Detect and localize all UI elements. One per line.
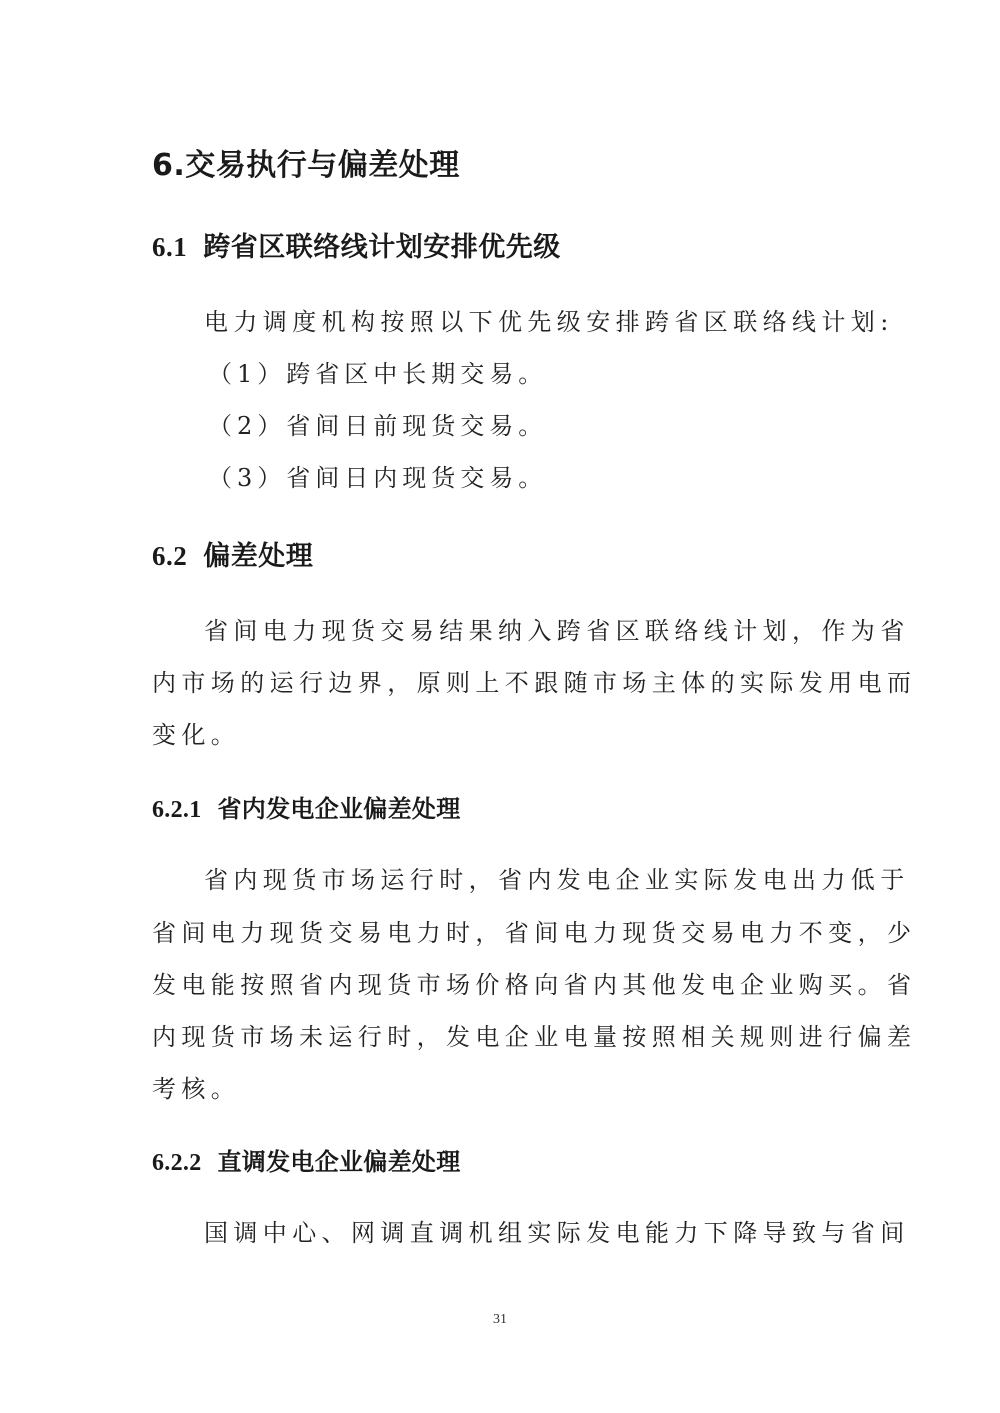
section-6-2-heading (152, 534, 313, 573)
section-6-2-1-line-5: 考核。 (152, 1075, 241, 1103)
section-6-1-title: 跨省区联络线计划安排优先级 (203, 232, 561, 263)
section-6-2-1-line-2: 省间电力现货交易电力时，省间电力现货交易电力不变，少 (152, 919, 917, 947)
section-6-1-intro: 电力调度机构按照以下优先级安排跨省区联络线计划: (204, 308, 894, 336)
section-6-1-number: 6.1 (152, 232, 188, 262)
section-6-2-2-heading (152, 1142, 461, 1177)
section-6-2-line-3: 变化。 (152, 721, 241, 749)
section-6-heading: 6.交易执行与偏差处理 (152, 148, 460, 183)
section-6-2-line-2: 内市场的运行边界，原则上不跟随市场主体的实际发用电而 (152, 669, 917, 697)
section-6-2-1-line-3: 发电能按照省内现货市场价格向省内其他发电企业购买。省 (152, 971, 917, 999)
section-6-2-1-number: 6.2.1 (152, 797, 202, 823)
section-6-1-heading (152, 225, 561, 264)
section-6-2-1-line-1: 省内现货市场运行时，省内发电企业实际发电出力低于 (204, 866, 910, 894)
section-6-2-number: 6.2 (152, 541, 188, 571)
section-6-2-line-1: 省间电力现货交易结果纳入跨省区联络线计划，作为省 (204, 617, 910, 645)
section-6-2-2-line-1: 国调中心、网调直调机组实际发电能力下降导致与省间 (204, 1219, 910, 1247)
section-6-2-1-line-4: 内现货市场未运行时，发电企业电量按照相关规则进行偏差 (152, 1023, 917, 1051)
page-number: 31 (493, 1312, 507, 1327)
section-6-2-title: 偏差处理 (203, 541, 314, 572)
section-6-2-2-title: 直调发电企业偏差处理 (217, 1148, 461, 1176)
section-6-2-2-number: 6.2.2 (152, 1150, 202, 1176)
section-6-2-1-title: 省内发电企业偏差处理 (217, 795, 461, 823)
section-6-2-1-heading (152, 789, 461, 824)
priority-item-3: （3）省间日内现货交易。 (208, 464, 548, 492)
priority-item-1: （1）跨省区中长期交易。 (208, 360, 548, 388)
priority-item-2: （2）省间日前现货交易。 (208, 412, 548, 440)
